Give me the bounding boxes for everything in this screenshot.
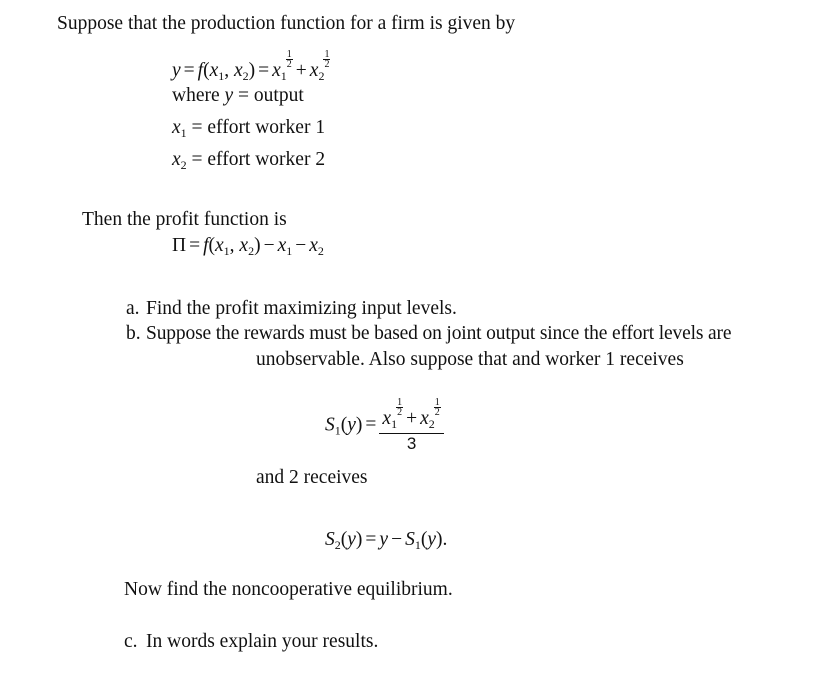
now-find-text: Now find the noncooperative equilibrium. xyxy=(124,579,453,600)
and-2-receives: and 2 receives xyxy=(256,467,368,488)
item-c-text: In words explain your results. xyxy=(146,631,379,652)
definition-x1: $x_1$ = effort worker 1 xyxy=(172,117,326,140)
item-c-marker: c. xyxy=(124,631,138,652)
item-b-text-1: Suppose the rewards must be based on joint output since the effort levels are xyxy=(146,323,732,344)
item-b-marker: b. xyxy=(126,323,141,344)
intro-text: Suppose that the production function for a firm is given by xyxy=(57,13,516,34)
profit-intro: Then the profit function is xyxy=(82,209,287,230)
profit-equation: $\Pi = f(x_1$, $x_2) - x_1 - x_2$ xyxy=(172,235,324,258)
item-b-text-2: unobservable. Also suppose that and worker 1 receives xyxy=(256,349,684,370)
s2-equation: $S_2(y) = y - S_1(y)$. xyxy=(325,529,448,552)
production-function-equation: $y = f(x_1$, $x_2) = x_1$ $\frac{1}{2}$ + $x_2$ $\frac{1}{2}$ xyxy=(172,49,330,83)
item-a-text: Find the profit maximizing input levels. xyxy=(146,298,457,319)
item-a-marker: a. xyxy=(126,298,140,319)
s1-equation: $S_1(y)$ = $x_1$ $\frac{1}{2}$ + $x_2$ $\frac{1}{2}$ 3 xyxy=(325,398,444,454)
definition-x2: $x_2$ = effort worker 2 xyxy=(172,149,326,172)
definition-output: where y = output xyxy=(172,85,304,106)
